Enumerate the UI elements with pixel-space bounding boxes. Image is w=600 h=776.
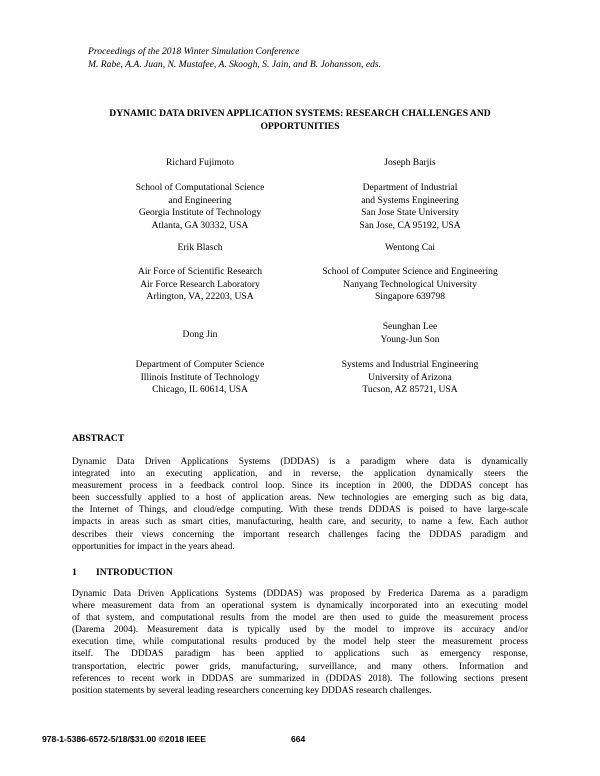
introduction-line: itself. The DDDAS paradigm has been applied to applications such as emergency response, xyxy=(72,649,528,660)
affiliation-line: Systems and Industrial Engineering xyxy=(341,359,479,370)
affiliation-line: Georgia Institute of Technology xyxy=(138,207,262,219)
introduction-line: (Darema 2004). Measurement data is typically used by the model to improve its accuracy and/or xyxy=(72,625,528,636)
proceedings-editors: M. Rabe, A.A. Juan, N. Mustafee, A. Skoogh, S. Jain, and B. Johansson, eds. xyxy=(88,58,382,70)
affiliation-line: San Jose State University xyxy=(361,207,459,219)
introduction-body xyxy=(72,588,528,697)
paper-title-line1: DYNAMIC DATA DRIVEN APPLICATION SYSTEMS: RESEARCH CHALLENGES AND xyxy=(109,108,491,119)
proceedings-header xyxy=(88,46,381,71)
affiliation-line: Arlington, VA, 22203, USA xyxy=(146,291,254,303)
affiliation-line: Air Force of Scientific Research xyxy=(137,266,263,277)
affiliation-line: Atlanta, GA 30332, USA xyxy=(151,219,249,231)
author-affiliation xyxy=(100,266,300,304)
author-affiliation xyxy=(100,359,300,397)
author-name-group xyxy=(320,321,500,346)
page-number: 664 xyxy=(291,734,306,744)
affiliation-line: and Engineering xyxy=(168,194,232,206)
abstract-body xyxy=(72,456,528,553)
affiliation-line: Nanyang Technological University xyxy=(343,278,477,290)
introduction-line: of that system, and computational results from the model are then used to guide the measurement process xyxy=(72,613,528,624)
affiliation-line: Chicago, IL 60614, USA xyxy=(152,384,248,396)
author-name: Erik Blasch xyxy=(177,242,223,253)
abstract-line: measurement process in a feedback control loop. Since its inception in 2000, the DDDAS concept has xyxy=(72,481,528,492)
abstract-line: describes their views concerning the important research challenges facing the DDDAS paradigm and xyxy=(72,529,528,540)
affiliation-line: Department of Industrial xyxy=(362,182,458,193)
abstract-line: Dynamic Data Driven Applications Systems (DDDAS) is a paradigm where data is dynamically xyxy=(72,457,528,467)
abstract-line: impacts in areas such as smart cities, manufacturing, health care, and security, to name a few. Each author xyxy=(72,517,528,528)
author-name: Joseph Barjis xyxy=(384,157,436,168)
author-name: Seunghan Lee xyxy=(382,321,438,332)
paper-title-line2: OPPORTUNITIES xyxy=(260,120,340,132)
introduction-line: transportation, electric power grids, manufacturing, surveillance, and many others. Information and xyxy=(72,661,528,672)
affiliation-line: School of Computational Science xyxy=(135,182,265,193)
author-affiliation xyxy=(320,359,500,397)
introduction-line: position statements by several leading researchers concerning key DDDAS research challenges. xyxy=(72,685,432,696)
introduction-line: execution time, while computational results produced by the model help steer the measurement process xyxy=(72,637,528,648)
introduction-line: references to recent work in DDDAS are summarized in (DDDAS 2018). The following sections present xyxy=(72,673,528,684)
author-name: Young-Jun Son xyxy=(380,333,440,345)
author-affiliation xyxy=(320,182,500,232)
section-number: 1 xyxy=(72,567,77,578)
affiliation-line: Tucson, AZ 85721, USA xyxy=(362,384,458,396)
author-name: Wentong Cai xyxy=(384,242,436,253)
affiliation-line: Singapore 639798 xyxy=(374,291,446,303)
affiliation-line: Air Force Research Laboratory xyxy=(140,278,260,290)
abstract-line: opportunities for impact in the years ahead. xyxy=(72,541,235,552)
affiliation-line: Illinois Institute of Technology xyxy=(140,371,260,383)
affiliation-line: School of Computer Science and Engineering xyxy=(322,266,498,277)
affiliation-line: Department of Computer Science xyxy=(135,359,265,370)
footer-isbn: 978-1-5386-6572-5/18/$31.00 ©2018 IEEE xyxy=(42,734,207,744)
author-affiliation xyxy=(300,266,520,304)
paper-title xyxy=(60,108,540,133)
introduction-heading: INTRODUCTION xyxy=(96,567,173,578)
abstract-heading: ABSTRACT xyxy=(72,433,125,444)
abstract-line: integrated into an executing application, and in reverse, the application dynamically steers the xyxy=(72,469,528,480)
introduction-line: Dynamic Data Driven Applications Systems (DDDAS) was proposed by Frederica Darema as a paradigm xyxy=(72,589,528,599)
affiliation-line: San Jose, CA 95192, USA xyxy=(359,219,461,231)
affiliation-line: University of Arizona xyxy=(368,371,452,383)
author-name: Dong Jin xyxy=(182,329,218,340)
abstract-line: been successfully applied to a host of application areas. New technologies are emerging such as big data, xyxy=(72,493,528,504)
author-affiliation xyxy=(100,182,300,232)
abstract-line: the Internet of Things, and cloud/edge computing. With these trends DDDAS is poised to have large-scale xyxy=(72,505,528,516)
proceedings-conference: Proceedings of the 2018 Winter Simulation Conference xyxy=(88,46,300,57)
author-name: Richard Fujimoto xyxy=(166,157,234,168)
affiliation-line: and Systems Engineering xyxy=(361,194,459,206)
introduction-line: where measurement data from an operational system is dynamically incorporated into an executing model xyxy=(72,601,528,612)
